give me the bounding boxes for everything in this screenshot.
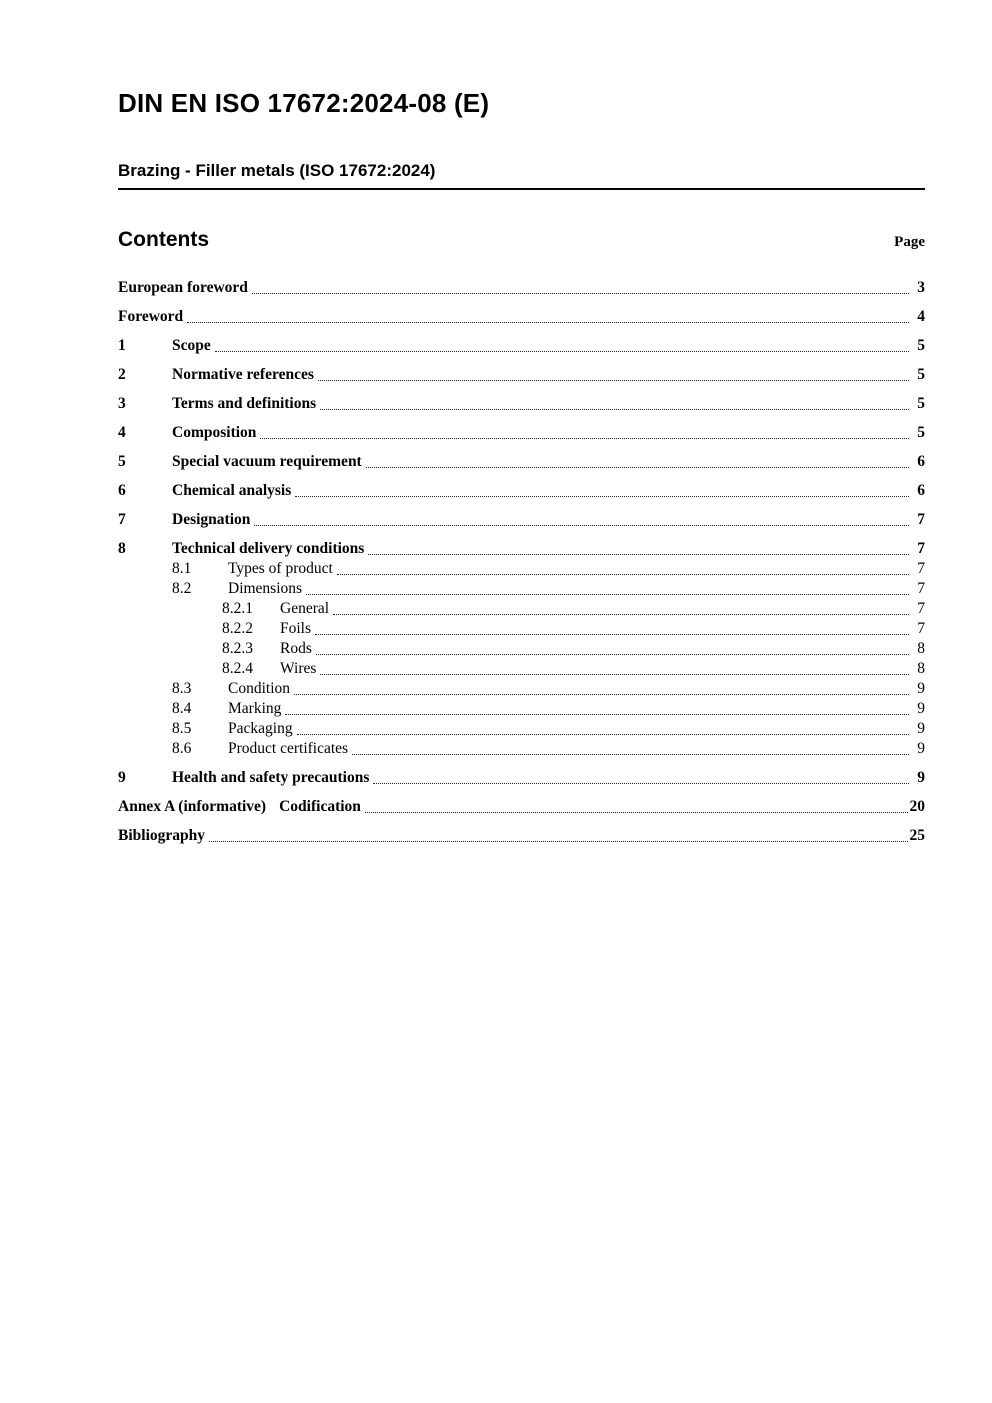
toc-entry-page: 7 — [917, 620, 925, 637]
toc-entry-annex-a-codification[interactable] — [118, 797, 925, 817]
toc-leader-dots — [315, 634, 909, 635]
toc-leader-dots — [294, 694, 909, 695]
toc-entry-label: General — [280, 600, 330, 617]
toc-entry-page: 9 — [917, 700, 925, 717]
toc-leader-dots — [306, 594, 909, 595]
toc-entry-label: Rods — [280, 640, 312, 657]
toc-leader-dots — [352, 754, 909, 755]
toc-entry-european-foreword[interactable] — [118, 278, 925, 298]
toc-entry-number: 5 — [118, 453, 126, 470]
document-subtitle: Brazing - Filler metals (ISO 17672:2024) — [118, 161, 925, 190]
toc-leader-dots — [285, 714, 909, 715]
toc-entry-page: 20 — [909, 798, 925, 815]
toc-entry-number: 4 — [118, 424, 126, 441]
toc-entry-page: 5 — [917, 337, 925, 354]
toc-entry-label: European foreword — [118, 279, 248, 296]
toc-entry-label: Technical delivery conditions — [172, 540, 365, 557]
toc-entry-number: 8.2.2 — [222, 620, 253, 637]
toc-entry-rods[interactable] — [118, 639, 925, 659]
page-column-label: Page — [894, 234, 925, 250]
toc-entry-label: Dimensions — [228, 580, 303, 597]
toc-entry-health-and-safety-precautions[interactable] — [118, 768, 925, 788]
toc-entry-technical-delivery-conditions[interactable] — [118, 539, 925, 559]
toc-entry-number: 8.2 — [172, 580, 192, 597]
toc-entry-number: 8.2.4 — [222, 660, 253, 677]
toc-entry-page: 6 — [917, 482, 925, 499]
toc-leader-dots — [209, 841, 908, 842]
toc-entry-page: 9 — [917, 769, 925, 786]
toc-leader-dots — [333, 614, 909, 615]
toc-leader-dots — [252, 293, 909, 294]
toc-leader-dots — [297, 734, 909, 735]
toc-leader-dots — [187, 322, 909, 323]
toc-entry-wires[interactable] — [118, 659, 925, 679]
toc-entry-product-certificates[interactable] — [118, 739, 925, 759]
toc-entry-designation[interactable] — [118, 510, 925, 530]
toc-entry-page: 7 — [917, 560, 925, 577]
toc-entry-types-of-product[interactable] — [118, 559, 925, 579]
toc-entry-terms-and-definitions[interactable] — [118, 394, 925, 414]
toc-leader-dots — [318, 380, 909, 381]
toc-entry-number: 8.4 — [172, 700, 192, 717]
toc-entry-page: 9 — [917, 720, 925, 737]
toc-entry-page: 9 — [917, 740, 925, 757]
toc-entry-special-vacuum-requirement[interactable] — [118, 452, 925, 472]
contents-heading: Contents — [118, 228, 209, 251]
toc-entry-marking[interactable] — [118, 699, 925, 719]
toc-entry-number: 8.3 — [172, 680, 192, 697]
toc-leader-dots — [368, 554, 909, 555]
toc-leader-dots — [295, 496, 909, 497]
toc-entry-bibliography[interactable] — [118, 826, 925, 846]
toc-leader-dots — [366, 467, 909, 468]
toc-entry-condition[interactable] — [118, 679, 925, 699]
toc-entry-label: Special vacuum requirement — [172, 453, 362, 470]
toc-entry-label: Wires — [280, 660, 317, 677]
toc-entry-number: 1 — [118, 337, 126, 354]
toc-entry-label: Product certificates — [228, 740, 349, 757]
toc-entry-label: Scope — [172, 337, 211, 354]
toc-entry-label: Codification — [279, 798, 361, 815]
toc-entry-normative-references[interactable] — [118, 365, 925, 385]
document-title: DIN EN ISO 17672:2024-08 (E) — [118, 88, 490, 118]
toc-entry-label: Types of product — [228, 560, 333, 577]
toc-entry-label: Chemical analysis — [172, 482, 292, 499]
toc-entry-label: Marking — [228, 700, 282, 717]
toc-entry-number: 8.5 — [172, 720, 192, 737]
toc-entry-label: Normative references — [172, 366, 314, 383]
toc-entry-chemical-analysis[interactable] — [118, 481, 925, 501]
toc-entry-page: 6 — [917, 453, 925, 470]
toc-entry-label: Foreword — [118, 308, 184, 325]
toc-entry-number: 8.2.1 — [222, 600, 253, 617]
toc-entry-page: 4 — [917, 308, 925, 325]
toc-entry-page: 7 — [917, 540, 925, 557]
table-of-contents — [118, 278, 925, 846]
toc-entry-foils[interactable] — [118, 619, 925, 639]
toc-entry-page: 7 — [917, 600, 925, 617]
toc-entry-number: 6 — [118, 482, 126, 499]
toc-entry-label: Packaging — [228, 720, 293, 737]
toc-entry-page: 7 — [917, 511, 925, 528]
toc-entry-page: 7 — [917, 580, 925, 597]
toc-entry-label: Foils — [280, 620, 312, 637]
toc-entry-label: Composition — [172, 424, 257, 441]
toc-entry-number: 2 — [118, 366, 126, 383]
toc-leader-dots — [254, 525, 909, 526]
toc-entry-page: 25 — [909, 827, 925, 844]
toc-entry-packaging[interactable] — [118, 719, 925, 739]
toc-entry-number: 8 — [118, 540, 126, 557]
toc-entry-foreword[interactable] — [118, 307, 925, 327]
toc-leader-dots — [320, 409, 909, 410]
toc-entry-page: 8 — [917, 640, 925, 657]
toc-leader-dots — [320, 674, 909, 675]
toc-entry-page: 5 — [917, 424, 925, 441]
toc-leader-dots — [215, 351, 909, 352]
toc-entry-page: 9 — [917, 680, 925, 697]
toc-entry-number: 8.6 — [172, 740, 192, 757]
toc-entry-composition[interactable] — [118, 423, 925, 443]
toc-entry-page: 3 — [917, 279, 925, 296]
toc-entry-page: 5 — [917, 395, 925, 412]
toc-entry-number: 3 — [118, 395, 126, 412]
toc-leader-dots — [260, 438, 909, 439]
toc-entry-label: Condition — [228, 680, 291, 697]
toc-entry-number: 9 — [118, 769, 126, 786]
toc-entry-page: 8 — [917, 660, 925, 677]
toc-leader-dots — [316, 654, 909, 655]
toc-entry-label: Terms and definitions — [172, 395, 317, 412]
toc-entry-number: 8.1 — [172, 560, 192, 577]
toc-entry-number: 7 — [118, 511, 126, 528]
toc-leader-dots — [373, 783, 909, 784]
toc-entry-number: Annex A (informative) — [118, 798, 267, 815]
contents-header — [118, 228, 925, 252]
toc-entry-general[interactable] — [118, 599, 925, 619]
toc-entry-dimensions[interactable] — [118, 579, 925, 599]
toc-entry-scope[interactable] — [118, 336, 925, 356]
toc-leader-dots — [337, 574, 909, 575]
toc-entry-number: 8.2.3 — [222, 640, 253, 657]
toc-leader-dots — [365, 812, 908, 813]
toc-entry-label: Health and safety precautions — [172, 769, 370, 786]
toc-entry-label: Bibliography — [118, 827, 205, 844]
toc-entry-page: 5 — [917, 366, 925, 383]
toc-entry-label: Designation — [172, 511, 251, 528]
